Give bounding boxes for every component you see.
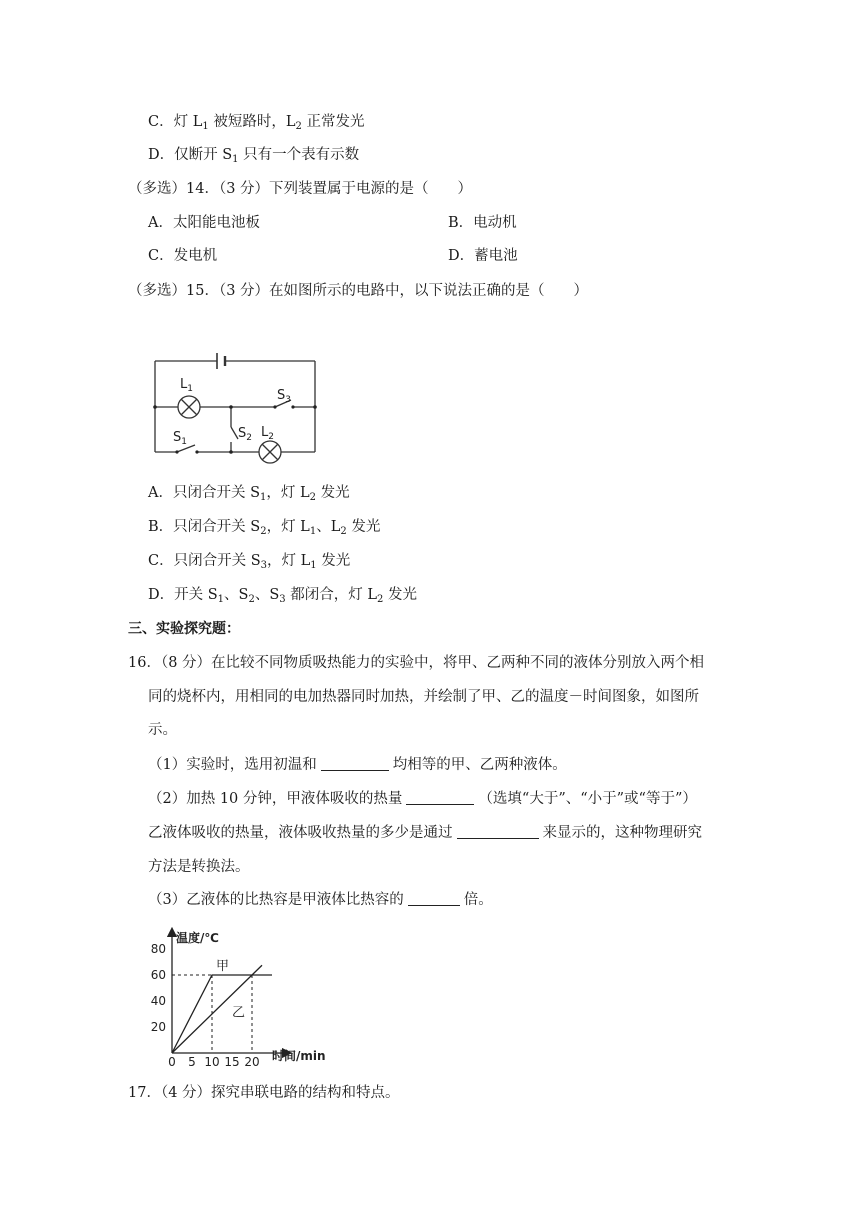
q15-stem: （多选）15．（3 分）在如图所示的电路中，以下说法正确的是（ ） [128, 283, 589, 299]
text: （选填“大于”、“小于”或“等于”） [478, 791, 697, 807]
q14-option-d: D．蓄电池 [448, 248, 518, 264]
circuit-diagram [145, 345, 325, 470]
q16-part3 [148, 890, 493, 910]
q14-option-c: C．发电机 [148, 248, 218, 264]
text: 发光 [316, 485, 350, 501]
q16-stem-line3: 示。 [148, 722, 177, 738]
label-s2: $S_2$ [238, 426, 252, 443]
q13-option-d [148, 145, 359, 170]
q16-stem-line1: 16．（8 分）在比较不同物质吸热能力的实验中，将甲、乙两种不同的液体分别放入两个相 [128, 655, 705, 671]
y-tick-label: 40 [150, 994, 166, 1008]
text: C．只闭合开关 S [148, 553, 261, 569]
text: ，灯 L [266, 519, 310, 535]
text: A．只闭合开关 S [148, 485, 261, 501]
q14-stem: （多选）14．（3 分）下列装置属于电源的是（ ） [128, 181, 473, 197]
label-l1: $L_1$ [180, 377, 193, 394]
x-tick-label: 5 [188, 1055, 196, 1068]
text: （2）加热 10 分钟，甲液体吸收的热量 [148, 791, 403, 807]
text: ，灯 L [267, 553, 311, 569]
q16-stem-line2: 同的烧杯内，用相同的电加热器同时加热，并绘制了甲、乙的温度－时间图象，如图所 [148, 689, 699, 705]
text: 发光 [383, 587, 418, 603]
text: （3）乙液体的比热容是甲液体比热容的 [148, 892, 404, 908]
x-tick-label: 10 [204, 1055, 220, 1068]
q15-option-c [148, 551, 350, 576]
series-label: 甲 [216, 958, 230, 974]
y-axis-label: 温度/℃ [176, 931, 219, 945]
subscript: 1 [217, 594, 225, 605]
subscript: 1 [202, 121, 209, 132]
subscript: 2 [377, 594, 384, 605]
q15-option-a [148, 483, 350, 508]
section-title: 三、实验探究题： [128, 621, 240, 637]
q16-part1 [148, 755, 567, 775]
text: 正常发光 [301, 114, 365, 130]
answer-blank[interactable] [457, 824, 539, 839]
text: D．开关 S [148, 587, 218, 603]
subscript: 1 [260, 492, 267, 503]
text: 只有一个表有示数 [238, 147, 360, 163]
subscript: 2 [340, 526, 347, 537]
y-tick-label: 60 [150, 968, 166, 982]
text: 、S [254, 587, 280, 603]
temperature-time-chart [140, 918, 340, 1068]
subscript: 1 [309, 526, 317, 537]
text: 均相等的甲、乙两种液体。 [392, 757, 567, 773]
q15-option-b [148, 517, 380, 542]
y-tick-label: 80 [150, 942, 166, 956]
x-tick-label: 0 [168, 1055, 176, 1068]
text: （1）实验时，选用初温和 [148, 757, 317, 773]
text: 被短路时，L [208, 114, 296, 130]
subscript: 3 [260, 560, 268, 571]
subscript: 2 [309, 492, 317, 503]
subscript: 3 [279, 594, 286, 605]
text: 发光 [316, 553, 351, 569]
label-s3: $S_3$ [277, 388, 291, 405]
text: C．灯 L [148, 114, 203, 130]
subscript: 2 [295, 121, 302, 132]
x-tick-label: 20 [244, 1055, 260, 1068]
q15-option-d [148, 585, 417, 610]
text: ，灯 L [266, 485, 310, 501]
text: 倍。 [463, 892, 493, 908]
text: B．只闭合开关 S [148, 519, 261, 535]
x-axis-label: 时间/min [272, 1049, 326, 1063]
q16-part2-cont [148, 823, 702, 843]
q16-part2-end: 方法是转换法。 [148, 859, 250, 875]
text: 、L [316, 519, 341, 535]
series-line [172, 975, 272, 1053]
subscript: 1 [310, 560, 317, 571]
x-tick-label: 15 [224, 1055, 240, 1068]
series-label: 乙 [232, 1005, 246, 1021]
text: 发光 [346, 519, 381, 535]
text: 、S [224, 587, 249, 603]
answer-blank[interactable] [408, 891, 460, 906]
q13-option-c [148, 112, 364, 137]
subscript: 2 [248, 594, 255, 605]
answer-blank[interactable] [321, 756, 389, 771]
q17-stem: 17．（4 分）探究串联电路的结构和特点。 [128, 1085, 400, 1101]
text: D．仅断开 S [148, 147, 233, 163]
text: 乙液体吸收的热量，液体吸收热量的多少是通过 [148, 825, 453, 841]
q14-option-a: A．太阳能电池板 [148, 215, 260, 231]
label-s1: $S_1$ [173, 430, 187, 447]
y-tick-label: 20 [150, 1020, 166, 1034]
series-line [172, 965, 262, 1053]
answer-blank[interactable] [406, 790, 474, 805]
q16-part2 [148, 789, 697, 809]
subscript: 2 [260, 526, 267, 537]
label-l2: $L_2$ [261, 425, 274, 442]
text: 来显示的，这种物理研究 [542, 825, 702, 841]
subscript: 1 [232, 154, 239, 165]
q14-option-b: B．电动机 [448, 215, 517, 231]
text: 都闭合，灯 L [285, 587, 378, 603]
